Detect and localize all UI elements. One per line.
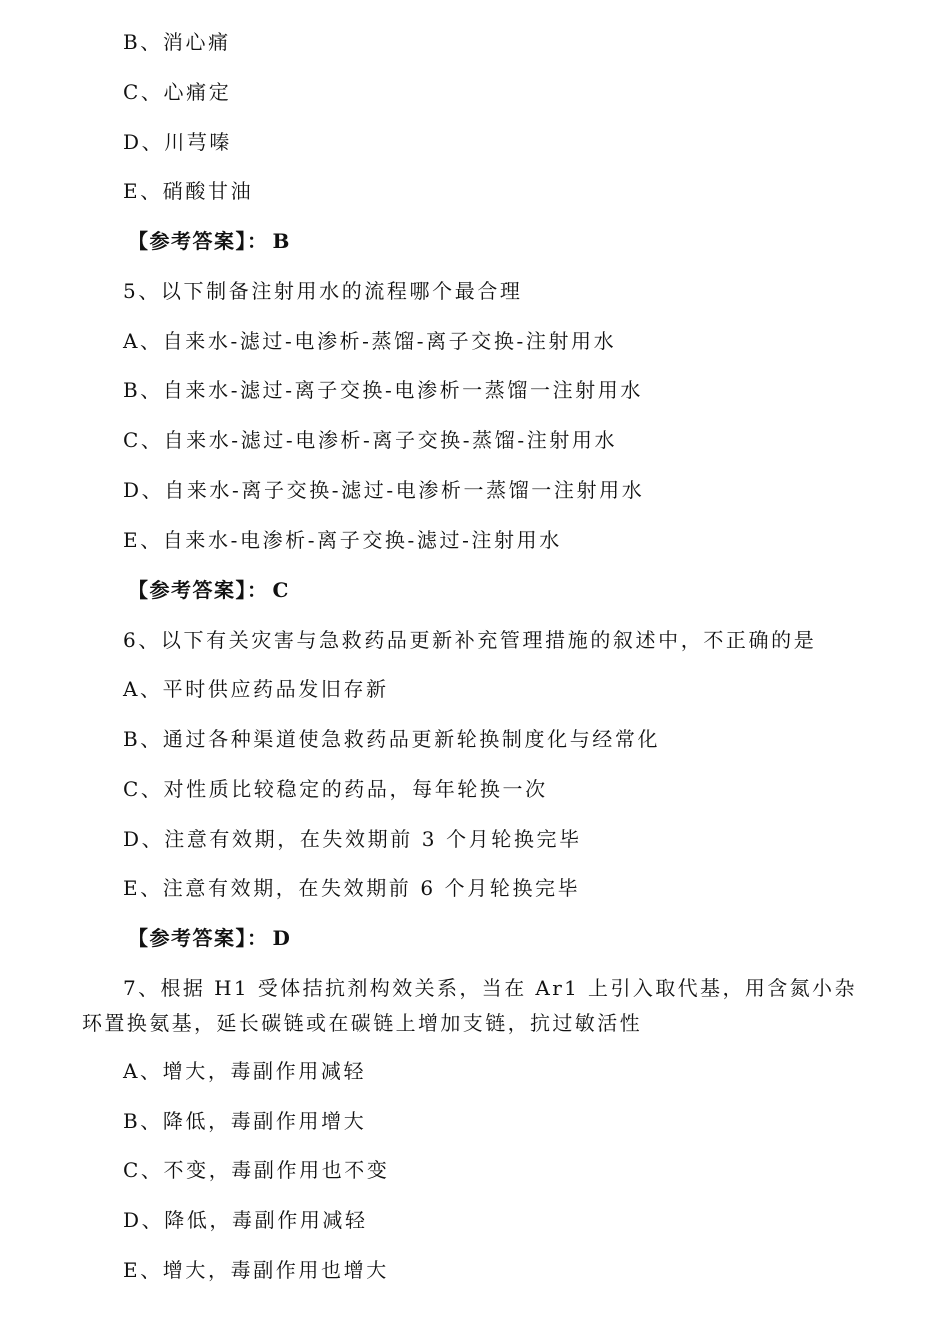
q5-option-a: A、自来水-滤过-电渗析-蒸馏-离子交换-注射用水 [123, 329, 617, 353]
q6-option-e: E、注意有效期，在失效期前 6 个月轮换完毕 [123, 876, 581, 900]
q5-option-c: C、自来水-滤过-电渗析-离子交换-蒸馏-注射用水 [123, 428, 618, 452]
answer-label: 【参考答案】： [128, 926, 269, 950]
q7-option-d: D、降低，毒副作用减轻 [123, 1208, 368, 1232]
q6-option-a: A、平时供应药品发旧存新 [123, 677, 389, 701]
q7-question: 7、根据 H1 受体拮抗剂构效关系，当在 Ar1 上引入取代基，用含氮小杂环置换氨基，延长碳链或在碳链上增加支链，抗过敏活性 [82, 976, 857, 1035]
q5-answer [128, 577, 290, 603]
q7-option-a: A、增大，毒副作用减轻 [123, 1059, 367, 1083]
answer-value: C [272, 578, 290, 602]
q4-option-b: B、消心痛 [123, 30, 231, 54]
answer-value: B [272, 229, 291, 253]
q6-option-c: C、对性质比较稳定的药品，每年轮换一次 [123, 777, 548, 801]
q4-option-e: E、硝酸甘油 [123, 179, 254, 203]
q5-question: 5、以下制备注射用水的流程哪个最合理 [123, 279, 523, 303]
q6-question: 6、以下有关灾害与急救药品更新补充管理措施的叙述中，不正确的是 [123, 628, 817, 652]
q6-option-b: B、通过各种渠道使急救药品更新轮换制度化与经常化 [123, 727, 661, 751]
q5-option-d: D、自来水-离子交换-滤过-电渗析一蒸馏一注射用水 [123, 478, 645, 502]
q7-option-e: E、增大，毒副作用也增大 [123, 1258, 389, 1282]
q5-option-e: E、自来水-电渗析-离子交换-滤过-注射用水 [123, 528, 562, 552]
q7-option-c: C、不变，毒副作用也不变 [123, 1158, 390, 1182]
answer-value: D [272, 926, 292, 950]
answer-label: 【参考答案】： [128, 578, 269, 602]
answer-label: 【参考答案】： [128, 229, 269, 253]
q4-answer [128, 228, 291, 254]
q7-option-b: B、降低，毒副作用增大 [123, 1109, 367, 1133]
q4-option-c: C、心痛定 [123, 80, 232, 104]
q6-option-d: D、注意有效期，在失效期前 3 个月轮换完毕 [123, 827, 582, 851]
q4-option-d: D、川芎嗪 [123, 130, 233, 154]
q6-answer [128, 925, 291, 951]
q5-option-b: B、自来水-滤过-离子交换-电渗析一蒸馏一注射用水 [123, 378, 643, 402]
